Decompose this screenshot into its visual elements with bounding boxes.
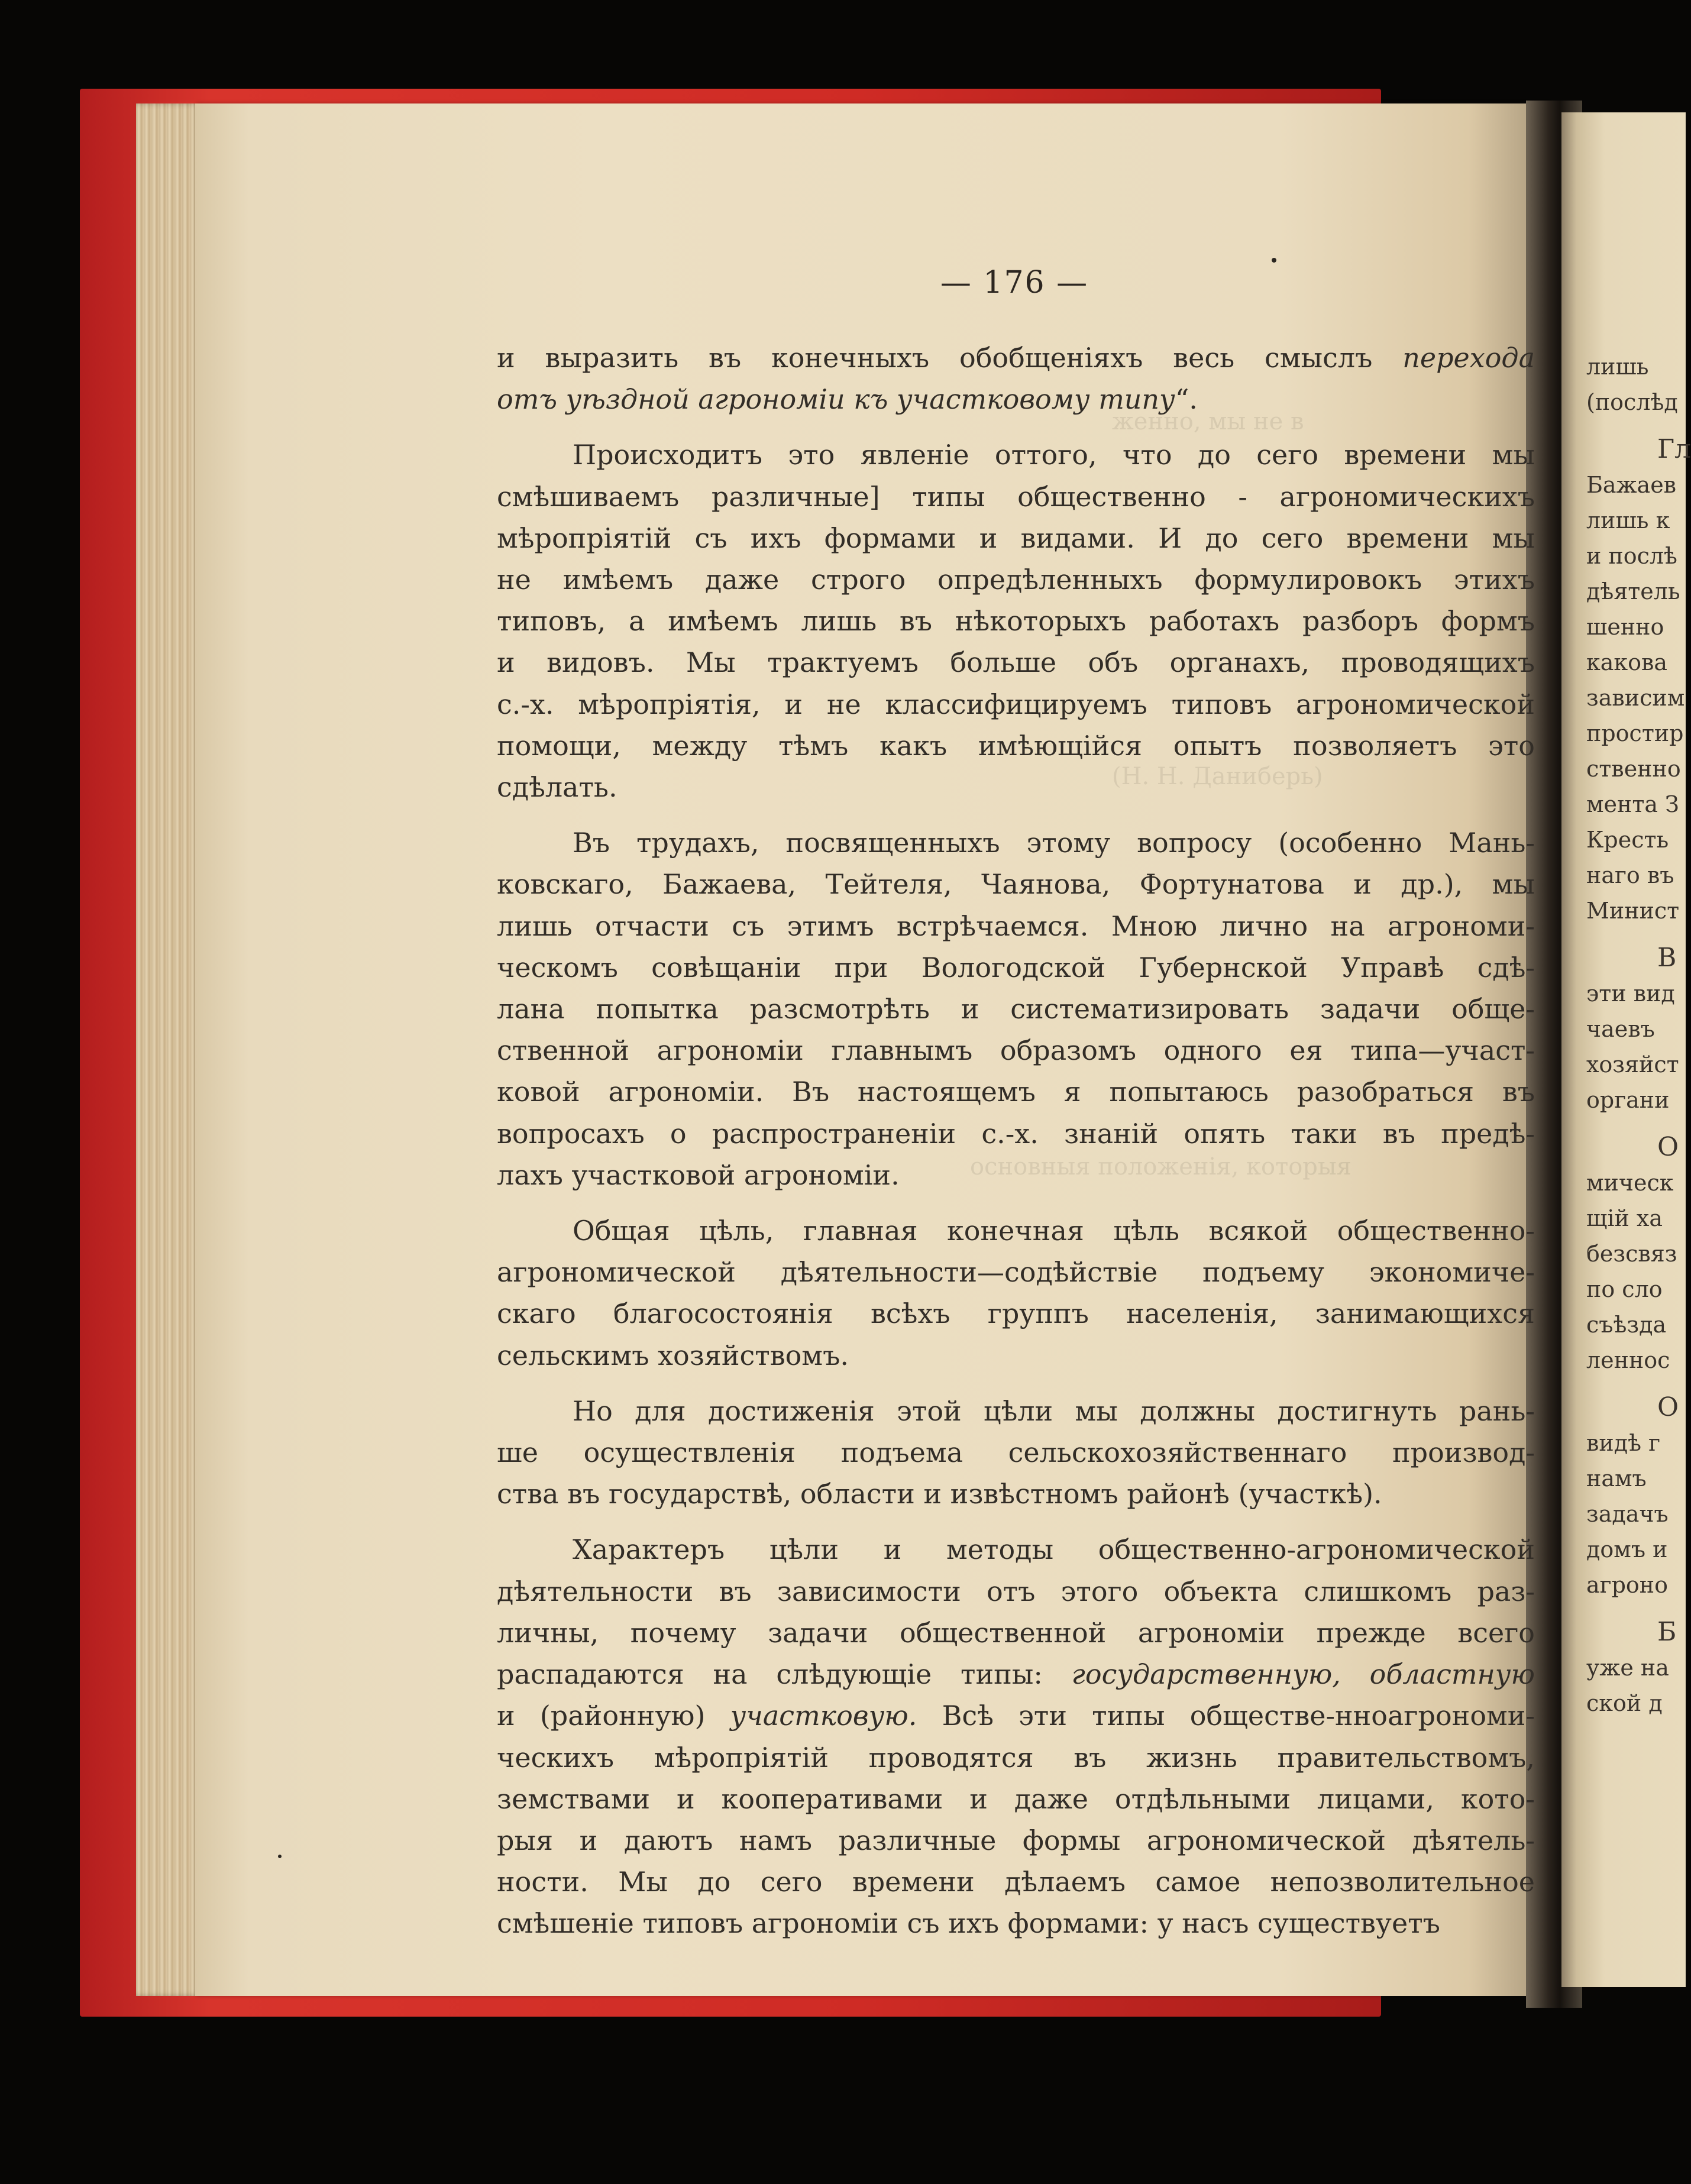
text-line: и (районную) участковую. Всѣ эти типы обществе-нноагрономи- xyxy=(497,1700,1535,1732)
text-line: земствами и кооперативами и даже отдѣльными лицами, кото- xyxy=(497,1782,1535,1815)
paragraph-gap xyxy=(1586,420,1686,432)
text-line: вопросахъ о распространеніи с.-х. знаній опять таки въ предѣ- xyxy=(497,1117,1535,1150)
text-line: лахъ участковой агрономіи. xyxy=(497,1159,900,1191)
facing-text-line: Б xyxy=(1657,1617,1677,1647)
paragraph xyxy=(497,1210,1535,1376)
page-number: — 176 — xyxy=(940,265,1089,300)
paragraph-gap xyxy=(1586,1378,1686,1390)
facing-text-line: ской д xyxy=(1586,1690,1663,1716)
text-line: помощи, между тѣмъ какъ имѣющійся опытъ позволяетъ это xyxy=(497,729,1535,762)
bleed-through-text: основныя положенія, которыя xyxy=(970,1153,1351,1180)
text-line: ческомъ совѣщаніи при Вологодской Губернской Управѣ сдѣ- xyxy=(497,951,1535,983)
facing-text-line: органи xyxy=(1586,1087,1670,1113)
text-line: лишь отчасти съ этимъ встрѣчаемся. Мною лично на агрономи- xyxy=(497,910,1535,942)
facing-text-line: Гл xyxy=(1657,434,1691,464)
text-line: ковскаго, Бажаева, Тейтеля, Чаянова, Фортунатова и др.), мы xyxy=(497,868,1535,901)
facing-text-line: мическ xyxy=(1586,1170,1674,1196)
facing-text-line: О xyxy=(1657,1392,1679,1422)
facing-text-line: чаевъ xyxy=(1586,1016,1655,1042)
facing-text-line: лишь к xyxy=(1586,507,1670,533)
facing-text-line: В xyxy=(1657,943,1677,973)
facing-text-line: дѣятель xyxy=(1586,578,1680,604)
text-line: рыя и даютъ намъ различные формы агрономической дѣятель- xyxy=(497,1824,1535,1856)
page-text xyxy=(497,337,1535,1944)
text-line: Происходитъ это явленіе оттого, что до сего времени мы xyxy=(573,439,1535,471)
text-line: Но для достиженія этой цѣли мы должны достигнуть рань- xyxy=(573,1394,1535,1427)
text-line: типовъ, а имѣемъ лишь въ нѣкоторыхъ работахъ разборъ формъ xyxy=(497,605,1535,638)
bleed-through-text: женно, мы не в xyxy=(1112,408,1304,435)
paragraph xyxy=(497,337,1535,420)
text-line: лана попытка разсмотрѣть и систематизировать задачи обще- xyxy=(497,993,1535,1025)
facing-text-line: простир xyxy=(1586,720,1684,746)
facing-text-line: Кресть xyxy=(1586,827,1669,853)
text-line: агрономической дѣятельности—содѣйствіе подъему экономиче- xyxy=(497,1256,1535,1289)
text-line: Общая цѣль, главная конечная цѣль всякой общественно- xyxy=(573,1215,1535,1247)
text-line: дѣятельности въ зависимости отъ этого объекта слишкомъ раз- xyxy=(497,1575,1535,1607)
paragraph-gap xyxy=(1586,1603,1686,1614)
facing-text-line: задачъ xyxy=(1586,1501,1669,1527)
facing-text-line: какова xyxy=(1586,649,1668,675)
text-line: сдѣлать. xyxy=(497,771,617,804)
text-line: с.-х. мѣропріятія, и не классифицируемъ типовъ агрономической xyxy=(497,688,1535,720)
paragraph xyxy=(497,1390,1535,1515)
facing-text-line: мента З xyxy=(1586,791,1679,817)
facing-text-line: намъ xyxy=(1586,1465,1647,1491)
text-line: скаго благосостоянія всѣхъ группъ населенія, занимающихся xyxy=(497,1298,1535,1330)
text-line: и выразить въ конечныхъ обобщеніяхъ весь смыслъ перехода xyxy=(497,342,1535,374)
facing-text-line: шенно xyxy=(1586,614,1664,640)
bleed-through-text: (Н. Н. Даниберь) xyxy=(1112,763,1323,790)
page-edges xyxy=(136,103,201,1996)
facing-text-line: видѣ г xyxy=(1586,1430,1661,1456)
text-line: Характеръ цѣли и методы общественно-агрономической xyxy=(573,1533,1535,1566)
text-line: не имѣемъ даже строго опредѣленныхъ формулировокъ этихъ xyxy=(497,564,1535,596)
facing-text-line: О xyxy=(1657,1132,1679,1162)
facing-text-line: хозяйст xyxy=(1586,1051,1679,1078)
facing-text-line: зависим xyxy=(1586,685,1685,711)
facing-text-line: Минист xyxy=(1586,898,1680,924)
text-line: ковой агрономіи. Въ настоящемъ я попытаюсь разобраться въ xyxy=(497,1076,1535,1108)
facing-text-line: и послѣ xyxy=(1586,543,1677,569)
facing-page-text xyxy=(1586,349,1691,1721)
paragraph-gap xyxy=(1586,1118,1686,1130)
facing-text-line: съѣзда xyxy=(1586,1312,1667,1338)
text-line: мѣропріятій съ ихъ формами и видами. И до сего времени мы xyxy=(497,522,1535,554)
facing-text-line: домъ и xyxy=(1586,1536,1668,1562)
paragraph xyxy=(497,822,1535,1196)
facing-text-line: уже на xyxy=(1586,1655,1669,1681)
text-line: и видовъ. Мы трактуемъ больше объ органахъ, проводящихъ xyxy=(497,646,1535,679)
text-line: ности. Мы до сего времени дѣлаемъ самое непозволительное xyxy=(497,1866,1535,1898)
facing-text-line: лишь xyxy=(1586,354,1649,380)
paragraph xyxy=(497,434,1535,808)
ink-speck xyxy=(1272,258,1276,263)
text-line: ческихъ мѣропріятій проводятся въ жизнь правительствомъ, xyxy=(497,1741,1535,1774)
facing-text-line: эти вид xyxy=(1586,981,1675,1007)
text-line: сельскимъ хозяйствомъ. xyxy=(497,1339,849,1371)
text-line: отъ уѣздной агрономіи къ участковому типу“. xyxy=(497,383,1198,416)
facing-text-line: по сло xyxy=(1586,1276,1663,1302)
facing-text-line: леннос xyxy=(1586,1347,1670,1373)
facing-text-line: безсвяз xyxy=(1586,1241,1677,1267)
facing-text-line: щій ха xyxy=(1586,1205,1663,1231)
facing-text-line: Бажаев xyxy=(1586,472,1677,498)
text-line: ственной агрономіи главнымъ образомъ одного ея типа—участ- xyxy=(497,1034,1535,1067)
facing-text-line: агроно xyxy=(1586,1572,1668,1598)
facing-text-line: ственно xyxy=(1586,756,1681,782)
text-line: смѣшеніе типовъ агрономіи съ ихъ формами: у насъ существуетъ xyxy=(497,1907,1440,1940)
text-line: личны, почему задачи общественной агрономіи прежде всего xyxy=(497,1616,1535,1649)
text-line: Въ трудахъ, посвященныхъ этому вопросу (особенно Мань- xyxy=(573,827,1535,859)
text-line: распадаются на слѣдующіе типы: государственную, областную xyxy=(497,1658,1535,1691)
facing-text-line: наго въ xyxy=(1586,862,1674,888)
text-line: смѣшиваемъ различные] типы общественно - агрономическихъ xyxy=(497,480,1535,513)
paragraph-gap xyxy=(1586,928,1686,940)
facing-text-line: (послѣд xyxy=(1586,389,1678,415)
text-line: ше осуществленія подъема сельскохозяйственнаго производ- xyxy=(497,1436,1535,1469)
text-line: ства въ государствѣ, области и извѣстномъ районѣ (участкѣ). xyxy=(497,1478,1382,1510)
paragraph xyxy=(497,1529,1535,1944)
ink-speck xyxy=(278,1855,282,1858)
